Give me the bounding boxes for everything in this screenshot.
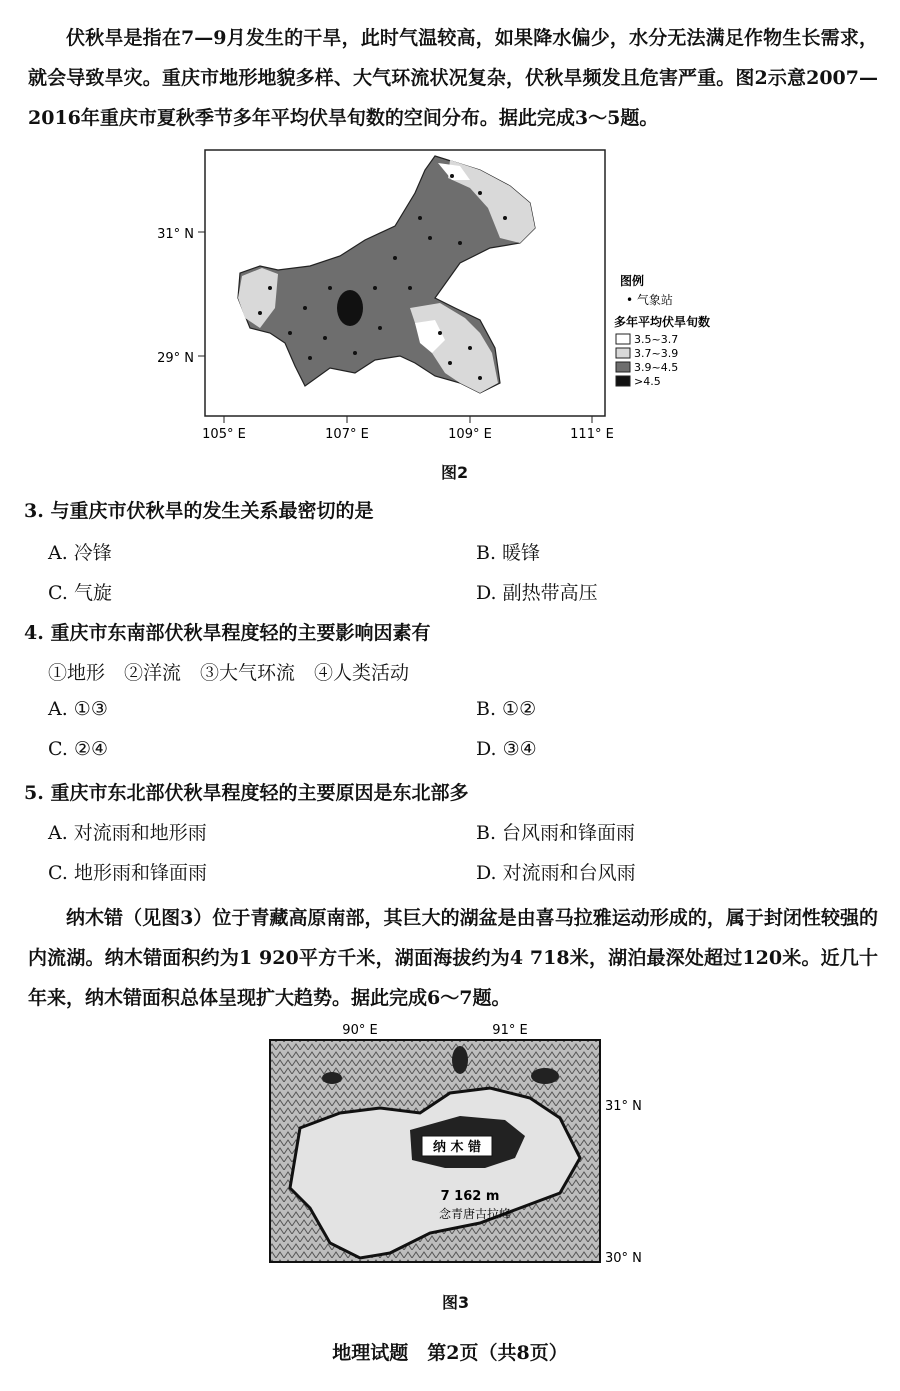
zone-dark-center — [337, 290, 363, 326]
lat-label-30n: 30° N — [605, 1251, 642, 1266]
q5-option-c[interactable]: C. 地形雨和锋面雨 — [48, 862, 207, 884]
q5-option-b[interactable]: B. 台风雨和锋面雨 — [476, 822, 636, 844]
q3-option-d[interactable]: D. 副热带高压 — [476, 582, 598, 604]
q4-option-b[interactable]: B. ①② — [476, 698, 537, 720]
legend-subtitle: 多年平均伏旱旬数 — [614, 315, 711, 329]
q5-option-d[interactable]: D. 对流雨和台风雨 — [476, 862, 636, 884]
q3-option-a[interactable]: A. 冷锋 — [48, 542, 112, 564]
figure-3-map — [260, 1018, 680, 1268]
lon-label-111e: 111° E — [570, 427, 614, 442]
small-lake — [531, 1068, 559, 1084]
q5-option-a[interactable]: A. 对流雨和地形雨 — [48, 822, 207, 844]
legend-label: 3.5~3.7 — [634, 333, 679, 346]
legend-swatch — [616, 334, 630, 344]
small-lake — [452, 1046, 468, 1074]
lon-label-91e: 91° E — [492, 1023, 528, 1038]
legend-label: 3.9~4.5 — [634, 361, 679, 374]
legend-swatch — [616, 362, 630, 372]
peak-name: 念青唐古拉峰 — [438, 1207, 512, 1221]
small-lake — [322, 1072, 342, 1084]
question-5-stem: 5. 重庆市东北部伏秋旱程度轻的主要原因是东北部多 — [24, 782, 469, 804]
legend-title: 图例 — [620, 274, 645, 288]
lon-label-109e: 109° E — [448, 427, 492, 442]
q3-option-c[interactable]: C. 气旋 — [48, 582, 112, 604]
intro-paragraph-1: 伏秋旱是指在7—9月发生的干旱，此时气温较高，如果降水偏少，水分无法满足作物生长需求，就会导致旱灾。重庆市地形地貌多样、大气环流状况复杂，伏秋旱频发且危害严重。图2示意2007—2016年重庆市夏秋季节多年平均伏旱旬数的空间分布。据此完成3～5题。 — [28, 27, 878, 129]
lat-label-31n: 31° N — [605, 1099, 642, 1114]
figure-2-caption: 图2 — [441, 463, 469, 482]
figure-3-caption: 图3 — [442, 1293, 470, 1312]
intro-paragraph-2: 纳木错（见图3）位于青藏高原南部，其巨大的湖盆是由喜马拉雅运动形成的，属于封闭性较强的内流湖。纳木错面积约为1 920平方千米，湖面海拔约为4 718米，湖泊最深处超过120米。近几十年来，纳木错面积总体呈现扩大趋势。据此完成6～7题。 — [28, 907, 878, 1009]
legend-swatch — [616, 348, 630, 358]
lat-label-29n: 29° N — [157, 351, 194, 366]
legend-label: 3.7~3.9 — [634, 347, 679, 360]
q3-option-b[interactable]: B. 暖锋 — [476, 542, 541, 564]
question-3-stem: 3. 与重庆市伏秋旱的发生关系最密切的是 — [24, 500, 374, 522]
peak-elevation: 7 162 m — [440, 1189, 500, 1204]
legend-label: >4.5 — [634, 375, 661, 388]
map-legend — [614, 273, 710, 388]
legend-swatch — [616, 376, 630, 386]
question-4-stem: 4. 重庆市东南部伏秋旱程度轻的主要影响因素有 — [24, 622, 431, 644]
q4-items: ①地形 ②洋流 ③大气环流 ④人类活动 — [48, 662, 410, 684]
figure-2-map — [157, 148, 760, 448]
q4-option-c[interactable]: C. ②④ — [48, 738, 109, 760]
lon-label-105e: 105° E — [202, 427, 246, 442]
q4-option-a[interactable]: A. ①③ — [48, 698, 108, 720]
lon-label-107e: 107° E — [325, 427, 369, 442]
lake-label: 纳 木 错 — [432, 1140, 482, 1155]
q4-option-d[interactable]: D. ③④ — [476, 738, 537, 760]
page-footer: 地理试题 第2页（共8页） — [332, 1342, 568, 1364]
lat-label-31n: 31° N — [157, 227, 194, 242]
lon-label-90e: 90° E — [342, 1023, 378, 1038]
legend-station: • 气象站 — [626, 293, 673, 307]
